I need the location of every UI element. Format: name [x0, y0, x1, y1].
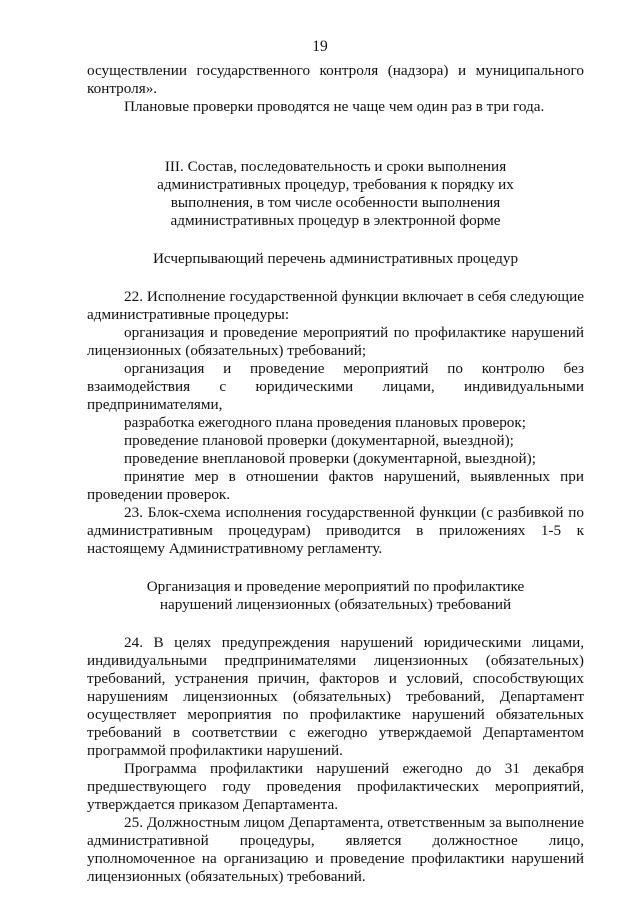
list-item-prevention: организация и проведение мероприятий по профилактике нарушений лицензионных (обязательных) требований; [87, 324, 584, 359]
paragraph-25: 25. Должностным лицом Департамента, ответственным за выполнение административной процедуры, является должностное лицо, уполномоченное на организацию и проведение профилактики нарушений лицензионных (обязательных) требований. [87, 814, 584, 885]
list-item-control: организация и проведение мероприятий по контролю без взаимодействия с юридическими лицами, индивидуальными предпринимателями, [87, 360, 584, 413]
paragraph-24: 24. В целях предупреждения нарушений юридическими лицами, индивидуальными предпринимателями лицензионных (обязательных) требований, устранения причин, факторов и условий, способствующих нарушениям лицензионных (обязательных) требований, Департамент осуществляет мероприятия по профилактике нарушений обязательных требований в соответствии с ежегодно утверждаемой Департаментом программой профилактики нарушений. [87, 634, 584, 759]
paragraph-program: Программа профилактики нарушений ежегодно до 31 декабря предшествующего году проведения профилактических мероприятий, утверждается приказом Департамента. [87, 760, 584, 813]
section-heading-line: административных процедур, требования к порядку их [157, 176, 514, 193]
section-heading-line: III. Состав, последовательность и сроки выполнения [164, 158, 507, 175]
subsection-heading-procedures: Исчерпывающий перечень административных процедур [152, 250, 519, 267]
document-body [87, 62, 584, 886]
paragraph-23: 23. Блок-схема исполнения государственной функции (с разбивкой по административным процедурам) приводится в приложениях 1-5 к настоящему Административному регламенту. [87, 504, 584, 557]
paragraph-22: 22. Исполнение государственной функции включает в себя следующие административные процедуры: [87, 288, 584, 323]
list-item-annual-plan: разработка ежегодного плана проведения плановых проверок; [124, 414, 526, 431]
section-heading-iii [87, 158, 584, 230]
page-number: 19 [312, 38, 328, 55]
list-item-unplanned-check: проведение внеплановой проверки (документарной, выездной); [124, 450, 536, 467]
subsection-heading-line: нарушений лицензионных (обязательных) требований [159, 596, 512, 613]
section-heading-line: административных процедур в электронной форме [170, 212, 501, 229]
paragraph-planned-inspections: Плановые проверки проводятся не чаще чем один раз в три года. [124, 98, 545, 115]
paragraph-continuation: осуществлении государственного контроля (надзора) и муниципального контроля». [87, 62, 584, 97]
section-heading-line: выполнения, в том числе особенности выполнения [170, 194, 501, 211]
list-item-planned-check: проведение плановой проверки (документарной, выездной); [124, 432, 514, 449]
subsection-heading-line: Организация и проведение мероприятий по профилактике [146, 578, 525, 595]
subsection-heading-prevention [87, 578, 584, 614]
list-item-measures: принятие мер в отношении фактов нарушений, выявленных при проведении проверок. [87, 468, 584, 503]
